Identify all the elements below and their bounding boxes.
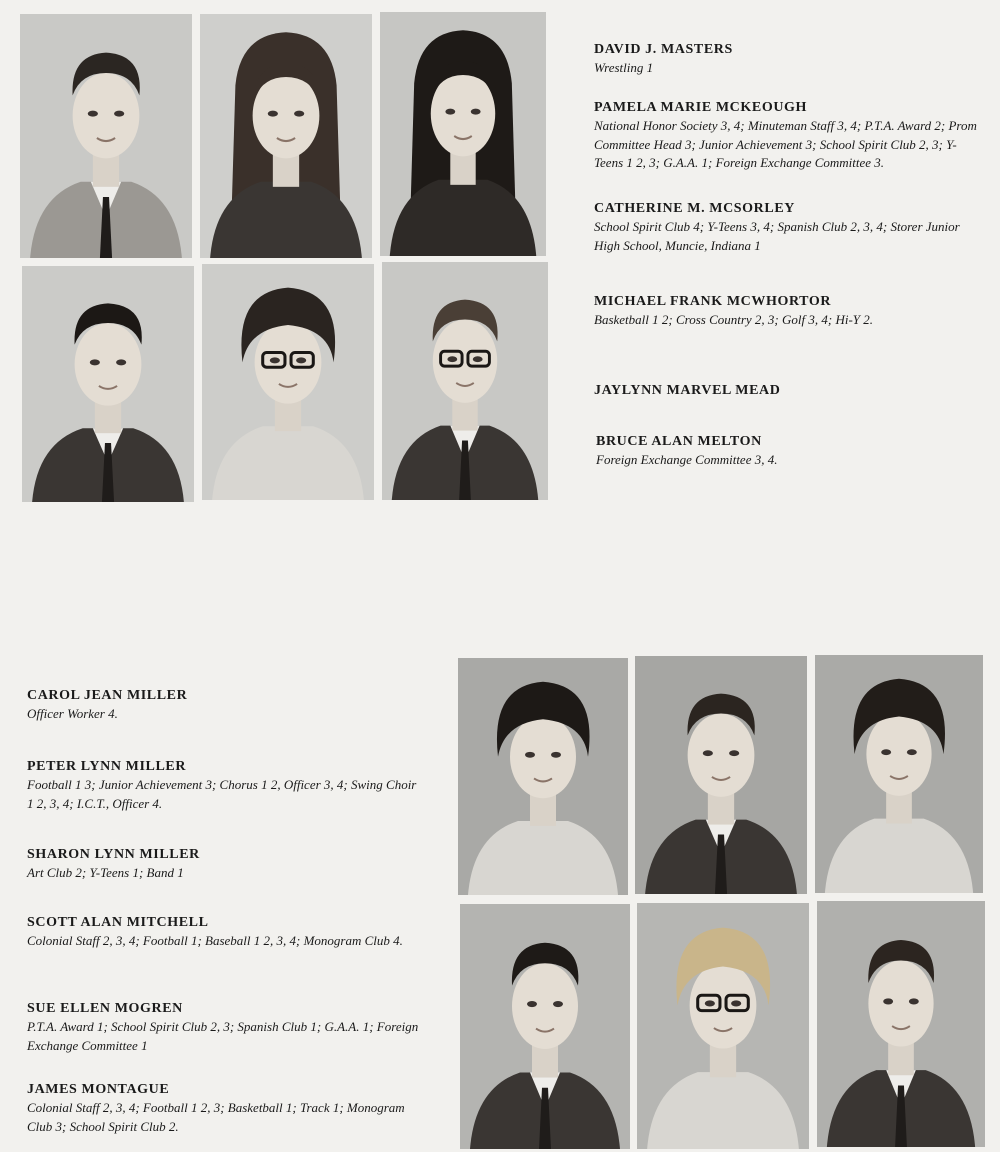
- left-eye: [527, 1001, 537, 1007]
- right-eye: [729, 750, 739, 756]
- student-name: JAYLYNN MARVEL MEAD: [594, 383, 781, 398]
- entry-carol-miller: [27, 687, 419, 724]
- face: [73, 73, 140, 158]
- entry-sharon-miller: [27, 846, 419, 883]
- student-activities: Basketball 1 2; Cross Country 2, 3; Golf 3, 4; Hi-Y 2.: [594, 312, 874, 327]
- portrait-david-masters: [20, 14, 192, 258]
- portrait-drawing: [815, 655, 983, 893]
- student-name: SUE ELLEN MOGREN: [27, 1001, 183, 1016]
- portrait-carol-miller: [458, 658, 628, 895]
- right-eye: [471, 109, 481, 115]
- student-name: BRUCE ALAN MELTON: [596, 434, 762, 449]
- student-name: SCOTT ALAN MITCHELL: [27, 915, 209, 930]
- left-eye: [525, 752, 535, 758]
- portrait-drawing: [22, 266, 194, 502]
- portrait-drawing: [202, 264, 374, 500]
- student-activities: School Spirit Club 4; Y-Teens 3, 4; Spanish Club 2, 3, 4; Storer Junior High School, Muncie, Indiana 1: [594, 219, 960, 253]
- student-activities: Officer Worker 4.: [27, 706, 118, 721]
- left-eye: [88, 111, 98, 117]
- portrait-catherine-mcsorley: [380, 12, 546, 256]
- student-name: PETER LYNN MILLER: [27, 759, 187, 774]
- portrait-drawing: [458, 658, 628, 895]
- portrait-drawing: [200, 14, 372, 258]
- student-name: CATHERINE M. MCSORLEY: [594, 201, 795, 216]
- face: [866, 713, 931, 796]
- left-eye: [90, 359, 100, 365]
- portrait-drawing: [817, 901, 985, 1147]
- student-activities: Art Club 2; Y-Teens 1; Band 1: [27, 865, 184, 880]
- left-eye: [881, 749, 891, 755]
- portrait-drawing: [380, 12, 546, 256]
- portrait-michael-mcwhortor: [22, 266, 194, 502]
- student-name: PAMELA MARIE MCKEOUGH: [594, 100, 808, 115]
- student-activities: Foreign Exchange Committee 3, 4.: [596, 452, 778, 467]
- portrait-peter-miller: [635, 656, 807, 894]
- right-eye: [114, 111, 124, 117]
- face: [431, 71, 495, 156]
- entry-jaylynn-mead: [594, 382, 978, 400]
- face: [433, 320, 497, 403]
- right-eye: [907, 749, 917, 755]
- left-eye: [270, 357, 280, 363]
- portrait-bruce-melton: [382, 262, 548, 500]
- entry-pamela-mckeough: [594, 99, 978, 173]
- entry-bruce-melton: [596, 433, 980, 470]
- student-activities: National Honor Society 3, 4; Minuteman Staff 3, 4; P.T.A. Award 2; Prom Committee Head 3; Junior Achievement 3; School Spirit Club 2, 3; Y-Teens 1 2, 3; G.A.A. 1; Foreign Exchange Committee 3.: [594, 118, 977, 170]
- left-eye: [883, 998, 893, 1004]
- right-eye: [731, 1000, 741, 1006]
- student-name: SHARON LYNN MILLER: [27, 847, 200, 862]
- student-name: CAROL JEAN MILLER: [27, 688, 188, 703]
- face: [690, 962, 757, 1048]
- student-name: MICHAEL FRANK MCWHORTOR: [594, 294, 832, 309]
- left-eye: [447, 356, 457, 362]
- entry-david-masters: [594, 41, 980, 78]
- right-eye: [294, 111, 304, 117]
- portrait-drawing: [460, 904, 630, 1149]
- student-activities: Wrestling 1: [594, 60, 654, 75]
- entry-sue-mogren: [27, 1000, 419, 1055]
- right-eye: [553, 1001, 563, 1007]
- portrait-james-montague: [817, 901, 985, 1147]
- entry-peter-miller: [27, 758, 419, 813]
- portrait-jaylynn-mead: [202, 264, 374, 500]
- face: [688, 714, 755, 797]
- portrait-drawing: [382, 262, 548, 500]
- portrait-pamela-mckeough: [200, 14, 372, 258]
- entry-scott-mitchell: [27, 914, 419, 951]
- portrait-drawing: [20, 14, 192, 258]
- face: [253, 73, 320, 158]
- left-eye: [705, 1000, 715, 1006]
- entry-catherine-mcsorley: [594, 200, 978, 255]
- left-eye: [703, 750, 713, 756]
- face: [510, 715, 576, 798]
- face: [75, 323, 142, 406]
- student-activities: Colonial Staff 2, 3, 4; Football 1; Baseball 1 2, 3, 4; Monogram Club 4.: [27, 933, 403, 948]
- student-activities: Colonial Staff 2, 3, 4; Football 1 2, 3; Basketball 1; Track 1; Monogram Club 3; School Spirit Club 2.: [27, 1100, 405, 1134]
- portrait-drawing: [635, 656, 807, 894]
- student-name: DAVID J. MASTERS: [594, 42, 733, 57]
- portrait-sue-mogren: [637, 903, 809, 1149]
- left-eye: [268, 111, 278, 117]
- student-activities: P.T.A. Award 1; School Spirit Club 2, 3; Spanish Club 1; G.A.A. 1; Foreign Exchange Committee 1: [27, 1019, 419, 1053]
- portrait-drawing: [637, 903, 809, 1149]
- portrait-sharon-miller: [815, 655, 983, 893]
- entry-james-montague: [27, 1081, 419, 1136]
- right-eye: [909, 998, 919, 1004]
- face: [512, 963, 578, 1049]
- face: [868, 960, 933, 1046]
- left-eye: [445, 109, 455, 115]
- student-activities: Football 1 3; Junior Achievement 3; Chorus 1 2, Officer 3, 4; Swing Choir 1 2, 3, 4; I.C.T., Officer 4.: [27, 777, 417, 811]
- portrait-scott-mitchell: [460, 904, 630, 1149]
- student-name: JAMES MONTAGUE: [27, 1082, 170, 1097]
- right-eye: [296, 357, 306, 363]
- entry-michael-mcwhortor: [594, 293, 978, 330]
- right-eye: [473, 356, 483, 362]
- right-eye: [551, 752, 561, 758]
- right-eye: [116, 359, 126, 365]
- face: [255, 321, 322, 404]
